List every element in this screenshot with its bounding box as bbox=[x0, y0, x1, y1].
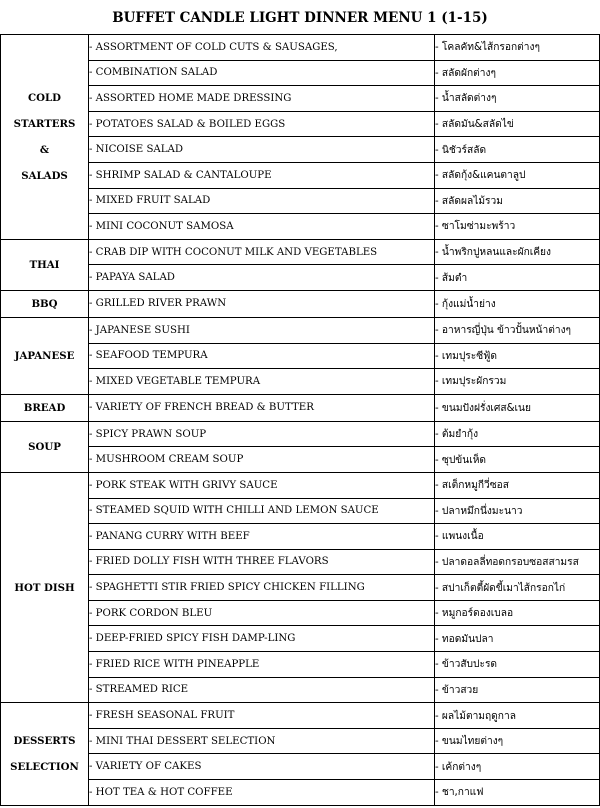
category-cell bbox=[1, 703, 89, 805]
category-label: THAI bbox=[29, 258, 60, 271]
category-cell bbox=[1, 317, 89, 394]
dish-english-name: - PORK CORDON BLEU bbox=[89, 600, 435, 626]
dish-english-name: - MUSHROOM CREAM SOUP bbox=[89, 447, 435, 473]
menu-row bbox=[1, 290, 600, 317]
dish-thai-name: - ข้าวสวย bbox=[435, 677, 600, 703]
dish-english-name: - MINI THAI DESSERT SELECTION bbox=[89, 728, 435, 754]
dish-thai-name: - สลัดผลไม้รวม bbox=[435, 188, 600, 214]
dish-english-name: - POTATOES SALAD & BOILED EGGS bbox=[89, 111, 435, 137]
menu-row bbox=[1, 472, 600, 498]
dish-thai-name: - ผลไม้ตามฤดูกาล bbox=[435, 703, 600, 729]
category-label: COLD bbox=[28, 91, 61, 104]
menu-table-body bbox=[1, 35, 600, 806]
dish-english-name: - MIXED FRUIT SALAD bbox=[89, 188, 435, 214]
dish-thai-name: - หมูกอร์ดองเบลอ bbox=[435, 600, 600, 626]
dish-thai-name: - สเต็กหมูกีวี่ซอส bbox=[435, 472, 600, 498]
dish-thai-name: - กุ้งแม่น้ำย่าง bbox=[435, 290, 600, 317]
dish-english-name: - MIXED VEGETABLE TEMPURA bbox=[89, 369, 435, 395]
dish-english-name: - PAPAYA SALAD bbox=[89, 265, 435, 291]
dish-english-name: - STEAMED SQUID WITH CHILLI AND LEMON SAUCE bbox=[89, 498, 435, 524]
dish-thai-name: - อาหารญี่ปุ่น ข้าวปั้นหน้าต่างๆ bbox=[435, 317, 600, 343]
menu-row bbox=[1, 35, 600, 61]
category-label: SOUP bbox=[28, 440, 61, 453]
menu-row bbox=[1, 652, 600, 678]
menu-table bbox=[0, 34, 600, 806]
category-cell bbox=[1, 239, 89, 290]
dish-thai-name: - น้ำพริกปูหลนและผักเคียง bbox=[435, 239, 600, 265]
menu-row bbox=[1, 394, 600, 421]
category-label: & bbox=[39, 143, 50, 156]
dish-english-name: - DEEP-FRIED SPICY FISH DAMP-LING bbox=[89, 626, 435, 652]
category-label: SELECTION bbox=[10, 760, 79, 773]
dish-thai-name: - สลัดมัน&สลัดไข่ bbox=[435, 111, 600, 137]
dish-thai-name: - ซุปข้นเห็ด bbox=[435, 447, 600, 473]
dish-english-name: - ASSORTMENT OF COLD CUTS & SAUSAGES, bbox=[89, 35, 435, 61]
menu-row bbox=[1, 369, 600, 395]
category-label: DESSERTS bbox=[13, 734, 76, 747]
dish-english-name: - HOT TEA & HOT COFFEE bbox=[89, 780, 435, 806]
menu-row bbox=[1, 447, 600, 473]
menu-row bbox=[1, 239, 600, 265]
dish-thai-name: - แพนงเนื้อ bbox=[435, 524, 600, 550]
menu-row bbox=[1, 265, 600, 291]
menu-row bbox=[1, 214, 600, 240]
dish-english-name: - GRILLED RIVER PRAWN bbox=[89, 290, 435, 317]
menu-row bbox=[1, 754, 600, 780]
dish-thai-name: - ชา,กาแฟ bbox=[435, 780, 600, 806]
menu-row bbox=[1, 421, 600, 447]
menu-row bbox=[1, 86, 600, 112]
dish-english-name: - FRESH SEASONAL FRUIT bbox=[89, 703, 435, 729]
dish-thai-name: - ข้าวสับปะรด bbox=[435, 652, 600, 678]
dish-english-name: - COMBINATION SALAD bbox=[89, 60, 435, 86]
dish-thai-name: - นิชัวร์สลัด bbox=[435, 137, 600, 163]
category-label: SALADS bbox=[21, 169, 68, 182]
dish-thai-name: - ปลาหมึกนึ่งมะนาว bbox=[435, 498, 600, 524]
dish-english-name: - SEAFOOD TEMPURA bbox=[89, 343, 435, 369]
dish-english-name: - PORK STEAK WITH GRIVY SAUCE bbox=[89, 472, 435, 498]
menu-title: BUFFET CANDLE LIGHT DINNER MENU 1 (1-15) bbox=[112, 10, 488, 26]
menu-row bbox=[1, 162, 600, 188]
dish-thai-name: - ส้มตำ bbox=[435, 265, 600, 291]
category-cell bbox=[1, 394, 89, 421]
dish-thai-name: - ต้มยำกุ้ง bbox=[435, 421, 600, 447]
menu-row bbox=[1, 60, 600, 86]
category-cell bbox=[1, 290, 89, 317]
dish-english-name: - ASSORTED HOME MADE DRESSING bbox=[89, 86, 435, 112]
dish-english-name: - PANANG CURRY WITH BEEF bbox=[89, 524, 435, 550]
dish-thai-name: - เทมปุระซีฟู้ด bbox=[435, 343, 600, 369]
menu-row bbox=[1, 600, 600, 626]
dish-thai-name: - สลัดกุ้ง&แคนตาลูป bbox=[435, 162, 600, 188]
category-cell bbox=[1, 35, 89, 240]
dish-thai-name: - ทอดมันปลา bbox=[435, 626, 600, 652]
category-cell bbox=[1, 472, 89, 702]
menu-row bbox=[1, 188, 600, 214]
menu-row bbox=[1, 626, 600, 652]
dish-english-name: - FRIED DOLLY FISH WITH THREE FLAVORS bbox=[89, 549, 435, 575]
dish-english-name: - JAPANESE SUSHI bbox=[89, 317, 435, 343]
dish-thai-name: - เค้กต่างๆ bbox=[435, 754, 600, 780]
dish-thai-name: - สลัดผักต่างๆ bbox=[435, 60, 600, 86]
menu-row bbox=[1, 137, 600, 163]
dish-english-name: - MINI COCONUT SAMOSA bbox=[89, 214, 435, 240]
dish-english-name: - VARIETY OF CAKES bbox=[89, 754, 435, 780]
menu-row bbox=[1, 780, 600, 806]
dish-thai-name: - ปลาดอลลี่ทอดกรอบซอสสามรส bbox=[435, 549, 600, 575]
category-label: STARTERS bbox=[13, 117, 76, 130]
dish-thai-name: - น้ำสลัดต่างๆ bbox=[435, 86, 600, 112]
dish-english-name: - STREAMED RICE bbox=[89, 677, 435, 703]
dish-thai-name: - สปาเก็ตตี้ผัดขี้เมาไส้กรอกไก่ bbox=[435, 575, 600, 601]
dish-thai-name: - ขนมปังฝรั่งเศส&เนย bbox=[435, 394, 600, 421]
menu-row bbox=[1, 498, 600, 524]
menu-row bbox=[1, 703, 600, 729]
category-label: JAPANESE bbox=[14, 349, 75, 362]
dish-english-name: - SHRIMP SALAD & CANTALOUPE bbox=[89, 162, 435, 188]
menu-row bbox=[1, 549, 600, 575]
category-label: HOT DISH bbox=[14, 581, 75, 594]
menu-row bbox=[1, 728, 600, 754]
dish-thai-name: - โคลคัท&ไส้กรอกต่างๆ bbox=[435, 35, 600, 61]
category-cell bbox=[1, 421, 89, 472]
menu-row bbox=[1, 317, 600, 343]
dish-english-name: - NICOISE SALAD bbox=[89, 137, 435, 163]
dish-thai-name: - ซาโมซ่ามะพร้าว bbox=[435, 214, 600, 240]
dish-english-name: - CRAB DIP WITH COCONUT MILK AND VEGETABLES bbox=[89, 239, 435, 265]
dish-thai-name: - เทมปุระผักรวม bbox=[435, 369, 600, 395]
menu-row bbox=[1, 111, 600, 137]
category-label: BREAD bbox=[23, 401, 66, 414]
menu-row bbox=[1, 677, 600, 703]
category-label: BBQ bbox=[31, 297, 58, 310]
dish-english-name: - SPICY PRAWN SOUP bbox=[89, 421, 435, 447]
dish-thai-name: - ขนมไทยต่างๆ bbox=[435, 728, 600, 754]
dish-english-name: - FRIED RICE WITH PINEAPPLE bbox=[89, 652, 435, 678]
menu-row bbox=[1, 343, 600, 369]
dish-english-name: - VARIETY OF FRENCH BREAD & BUTTER bbox=[89, 394, 435, 421]
menu-row bbox=[1, 575, 600, 601]
menu-row bbox=[1, 524, 600, 550]
dish-english-name: - SPAGHETTI STIR FRIED SPICY CHICKEN FILLING bbox=[89, 575, 435, 601]
